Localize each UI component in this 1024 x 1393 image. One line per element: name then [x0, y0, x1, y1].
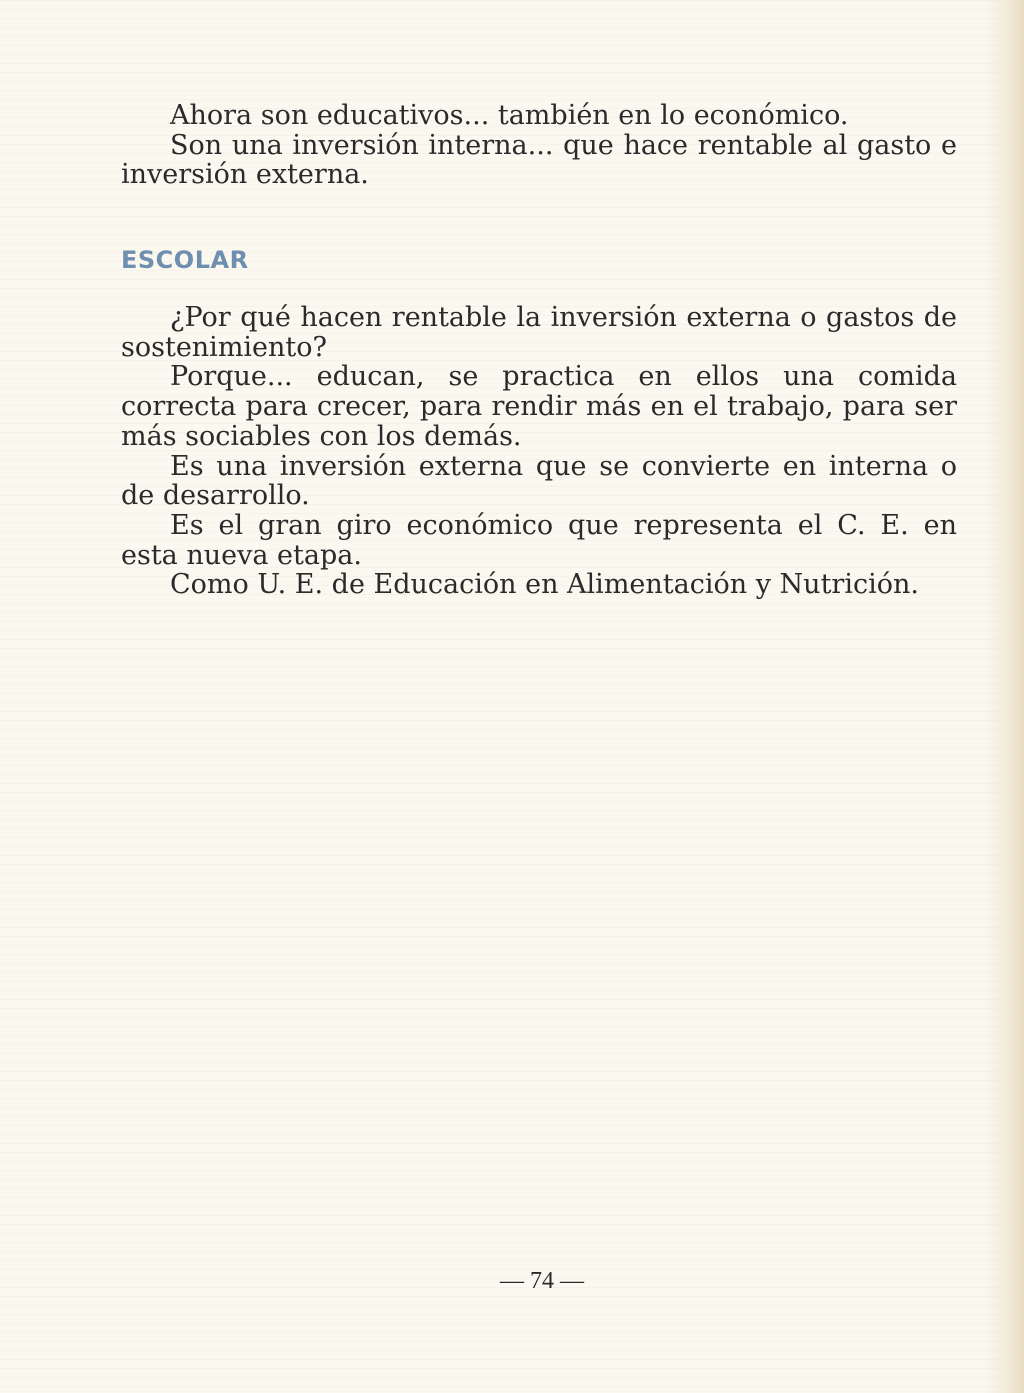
paragraph: Es una inversión externa que se convierte en interna o de desarrollo. — [121, 450, 957, 512]
paragraph: Es el gran giro económico que representa el C. E. en esta nueva etapa. — [121, 509, 957, 571]
page-number: — 74 — — [500, 1268, 584, 1294]
paragraph: Como U. E. de Educación en Alimentación y Nutrición. — [170, 569, 919, 601]
section-text — [121, 303, 957, 600]
paragraph: Porque... educan, se practica en ellos una comida correcta para crecer, para rendir más en el trabajo, para ser más sociables con los demás. — [121, 361, 957, 452]
paragraph: ¿Por qué hacen rentable la inversión externa o gastos de sostenimiento? — [121, 302, 957, 363]
paragraph: Son una inversión interna... que hace rentable al gasto e inversión externa. — [121, 129, 957, 191]
paragraph: Ahora son educativos... también en lo económico. — [170, 100, 849, 131]
section-heading: ESCOLAR — [121, 246, 249, 274]
intro-text — [121, 101, 957, 190]
